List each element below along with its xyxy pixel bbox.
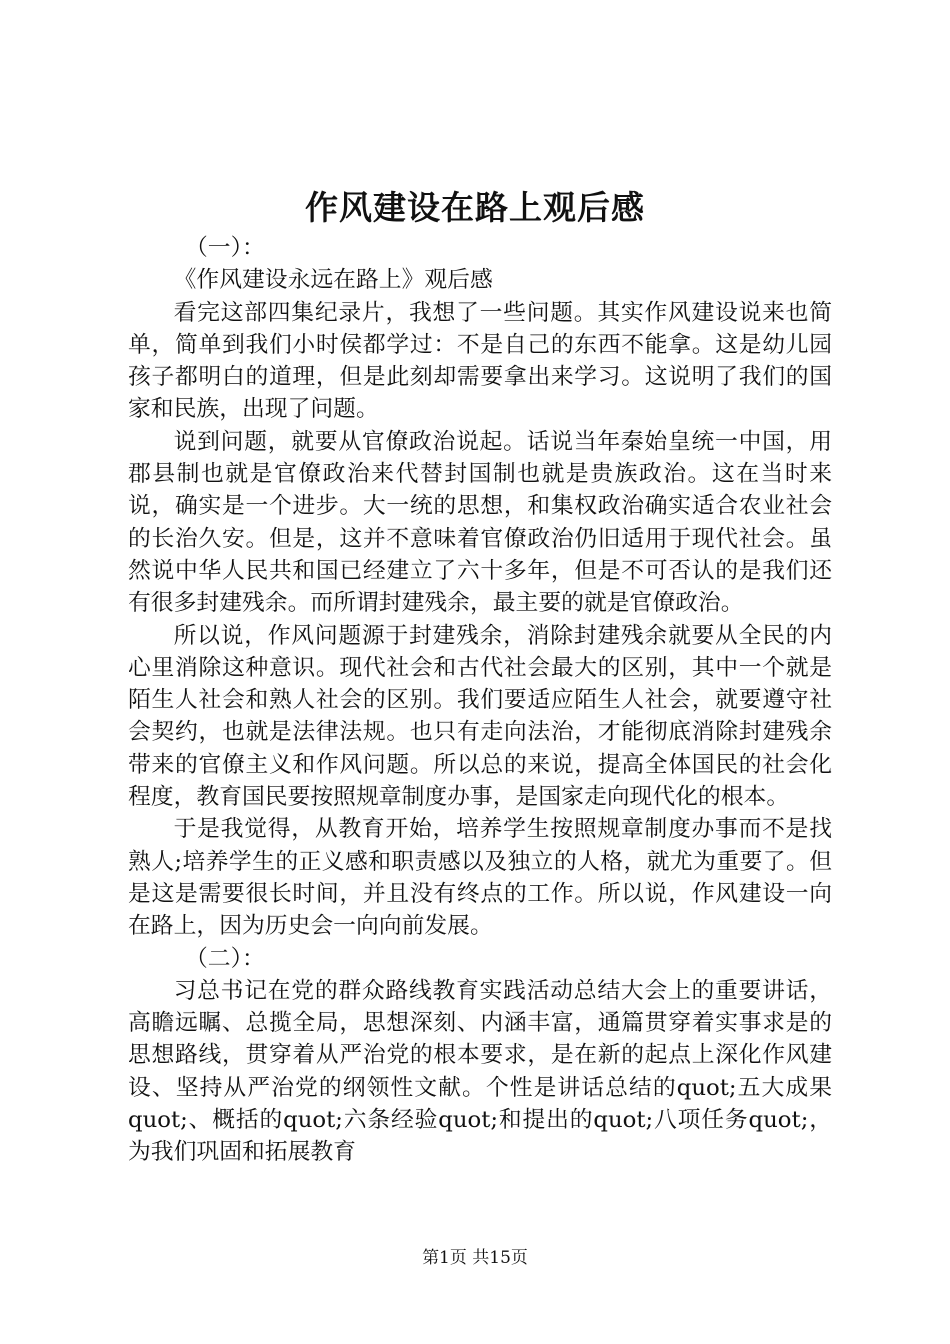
paragraph: 习总书记在党的群众路线教育实践活动总结大会上的重要讲话，高瞻远瞩、总揽全局，思想深刻、内涵丰富，通篇贯穿着实事求是的思想路线，贯穿着从严治党的根本要求，是在新的起点上深化作风建设、坚持从严治党的纲领性文献。个性是讲话总结的quot;五大成果quot;、概括的quot;六条经验quot;和提出的quot;八项任务quot;，为我们巩固和拓展教育	[128, 977, 832, 1166]
paragraph: 所以说，作风问题源于封建残余，消除封建残余就要从全民的内心里消除这种意识。现代社会和古代社会最大的区别，其中一个就是陌生人社会和熟人社会的区别。我们要适应陌生人社会，就要遵守社会契约，也就是法律法规。也只有走向法治，才能彻底消除封建残余带来的官僚主义和作风问题。所以总的来说，提高全体国民的社会化程度，教育国民要按照规章制度办事，是国家走向现代化的根本。	[128, 622, 832, 811]
section-label-1: （一）：	[185, 235, 265, 261]
page-number-footer: 第1页 共15页	[422, 1248, 528, 1268]
section-label-2: （二）：	[185, 945, 265, 972]
paragraph: 看完这部四集纪录片，我想了一些问题。其实作风建设说来也简单，简单到我们小时侯都学过：不是自己的东西不能拿。这是幼儿园孩子都明白的道理，但是此刻却需要拿出来学习。这说明了我们的国家和民族，出现了问题。	[128, 299, 832, 423]
paragraph: 于是我觉得，从教育开始，培养学生按照规章制度办事而不是找熟人;培养学生的正义感和职责感以及独立的人格，就尤为重要了。但是这是需要很长时间，并且没有终点的工作。所以说，作风建设一向在路上，因为历史会一向向前发展。	[128, 816, 832, 940]
document-title: 作风建设在路上观后感	[305, 188, 645, 227]
subtitle-line: 《作风建设永远在路上》观后感	[173, 267, 493, 294]
paragraph: 说到问题，就要从官僚政治说起。话说当年秦始皇统一中国，用郡县制也就是官僚政治来代替封国制也就是贵族政治。这在当时来说，确实是一个进步。大一统的思想，和集权政治确实适合农业社会的长治久安。但是，这并不意味着官僚政治仍旧适用于现代社会。虽然说中华人民共和国已经建立了六十多年，但是不可否认的是我们还有很多封建残余。而所谓封建残余，最主要的就是官僚政治。	[128, 428, 832, 617]
document-body	[128, 232, 832, 1169]
